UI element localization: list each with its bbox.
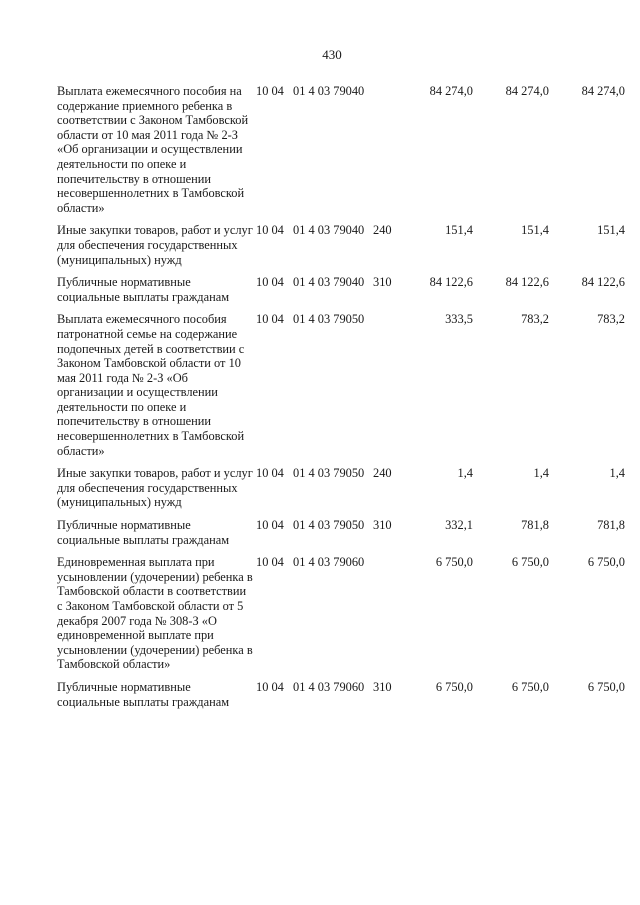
row-amount-3: 84 274,0 <box>581 84 625 98</box>
row-amount-3: 1,4 <box>609 466 625 481</box>
row-amount-2: 783,2 <box>521 312 549 327</box>
row-amount-1: 1,4 <box>457 466 473 481</box>
row-section-code: 10 04 <box>256 555 284 570</box>
row-amount-1: 6 750,0 <box>435 555 473 570</box>
budget-table <box>57 84 625 709</box>
row-section-code: 10 04 <box>256 466 284 481</box>
row-expense-type: 310 <box>373 518 392 533</box>
row-amount-3: 6 750,0 <box>587 679 625 694</box>
row-expense-type: 310 <box>373 679 392 694</box>
row-amount-1: 84 274,0 <box>429 84 473 98</box>
row-target-code: 01 4 03 79050 <box>293 518 365 533</box>
row-amount-2: 781,8 <box>521 518 549 533</box>
table-row <box>57 680 625 709</box>
row-amount-3: 84 122,6 <box>581 275 625 290</box>
row-description: Публичные нормативные социальные выплаты гражданам <box>57 518 230 547</box>
row-expense-type: 310 <box>373 275 392 290</box>
row-description: Иные закупки товаров, работ и услуг для обеспечения государственных (муниципальных) нужд <box>57 223 253 267</box>
row-amount-2: 6 750,0 <box>511 679 549 694</box>
row-section-code: 10 04 <box>256 223 284 238</box>
row-description: Публичные нормативные социальные выплаты гражданам <box>57 679 230 709</box>
row-target-code: 01 4 03 79060 <box>293 555 365 570</box>
row-amount-1: 333,5 <box>445 312 473 327</box>
row-description: Выплата ежемесячного пособия патронатной семье на содержание подопечных детей в соответствии с Законом Тамбовской области от 10 мая 2011 года № 2-З «Об организации и осуществлении деятельности по опеке и попечительству в отношении несовершеннолетних в Тамбовской области» <box>57 312 245 458</box>
row-expense-type: 240 <box>373 466 392 481</box>
row-amount-3: 6 750,0 <box>587 555 625 570</box>
table-row <box>57 518 625 547</box>
table-row <box>57 555 625 672</box>
table-row <box>57 84 625 215</box>
row-amount-3: 151,4 <box>597 223 625 238</box>
row-section-code: 10 04 <box>256 84 284 98</box>
row-expense-type: 240 <box>373 223 392 238</box>
row-amount-2: 84 274,0 <box>505 84 549 98</box>
row-target-code: 01 4 03 79040 <box>293 84 365 98</box>
row-amount-3: 783,2 <box>597 312 625 327</box>
row-target-code: 01 4 03 79040 <box>293 275 365 290</box>
table-row <box>57 223 625 267</box>
row-amount-3: 781,8 <box>597 518 625 533</box>
row-amount-1: 84 122,6 <box>429 275 473 290</box>
row-description: Единовременная выплата при усыновлении (удочерении) ребенка в Тамбовской области в соответствии с Законом Тамбовской области от 5 декабря 2007 года № 308-З «О единовременной выплате при усыновлении (удочерении) ребенка в Тамбовской области» <box>57 555 253 672</box>
page-number: 430 <box>322 47 342 62</box>
row-amount-2: 151,4 <box>521 223 549 238</box>
row-amount-2: 1,4 <box>533 466 549 481</box>
row-target-code: 01 4 03 79050 <box>293 466 365 481</box>
row-amount-1: 6 750,0 <box>435 679 473 694</box>
row-amount-2: 84 122,6 <box>505 275 549 290</box>
row-amount-2: 6 750,0 <box>511 555 549 570</box>
row-target-code: 01 4 03 79060 <box>293 679 365 694</box>
row-section-code: 10 04 <box>256 312 284 327</box>
table-row <box>57 466 625 510</box>
row-amount-1: 151,4 <box>445 223 473 238</box>
row-section-code: 10 04 <box>256 518 284 533</box>
row-section-code: 10 04 <box>256 679 284 694</box>
row-section-code: 10 04 <box>256 275 284 290</box>
row-target-code: 01 4 03 79040 <box>293 223 365 238</box>
table-row <box>57 275 625 304</box>
table-row <box>57 312 625 458</box>
row-description: Публичные нормативные социальные выплаты гражданам <box>57 275 230 304</box>
row-description: Выплата ежемесячного пособия на содержание приемного ребенка в соответствии с Законом Тамбовской области от 10 мая 2011 года № 2-З «Об организации и осуществлении деятельности по опеке и попечительству в отношении несовершеннолетних в Тамбовской области» <box>57 84 249 215</box>
row-target-code: 01 4 03 79050 <box>293 312 365 327</box>
row-description: Иные закупки товаров, работ и услуг для обеспечения государственных (муниципальных) нужд <box>57 466 253 510</box>
row-amount-1: 332,1 <box>445 518 473 533</box>
